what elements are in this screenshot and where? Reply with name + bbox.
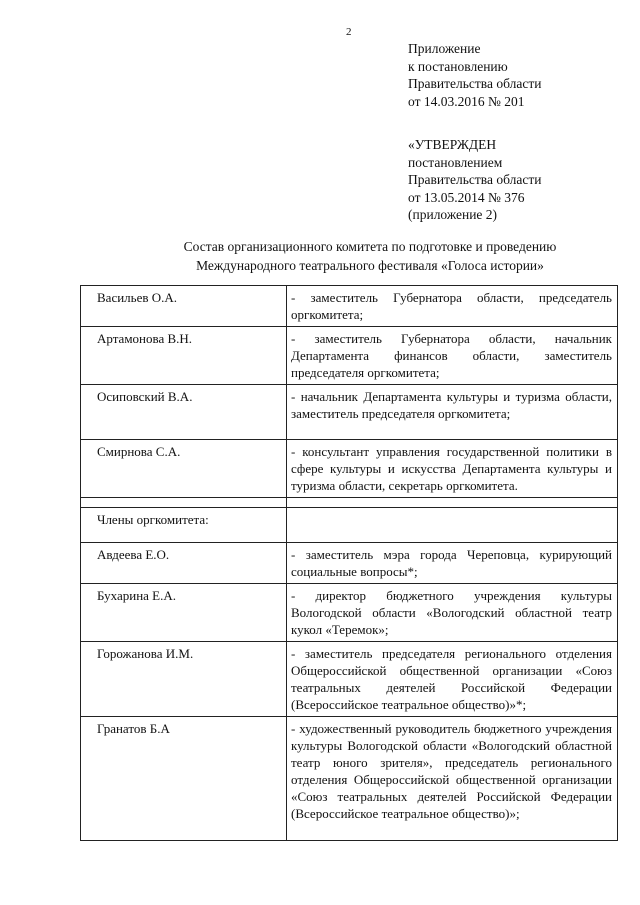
member-role: - консультант управления государственной политики в сфере культуры и искусства Департамента культуры и туризма области, секретарь оргкомитета. [287,440,618,498]
approved-line: (приложение 2) [408,207,498,222]
empty-cell [287,508,618,543]
member-role: - заместитель председателя регионального отделения Общероссийской общественной организации «Союз театральных деятелей Российской Федерации (Всероссийское театральное общество)»*; [287,642,618,717]
appendix-line: к постановлению [408,58,508,74]
committee-table [80,285,618,841]
member-name: Бухарина Е.А. [81,584,287,642]
member-name: Горожанова И.М. [81,642,287,717]
appendix-line: Приложение [408,41,481,56]
appendix-line: от 14.03.2016 № 201 [408,93,525,109]
spacer-cell [287,498,618,508]
title-line: Состав организационного комитета по подготовке и проведению [183,239,557,254]
document-title [90,237,640,275]
table-row [81,717,618,841]
table-row [81,286,618,327]
members-heading: Члены оргкомитета: [81,508,287,543]
approved-line: «УТВЕРЖДЕН [408,137,497,152]
member-role: - заместитель мэра города Череповца, курирующий социальные вопросы*; [287,543,618,584]
member-name: Артамонова В.Н. [81,327,287,385]
approved-line: Правительства области [408,172,542,187]
table-row [81,543,618,584]
member-role: - заместитель Губернатора области, председатель оргкомитета; [287,286,618,327]
page-number: 2 [346,26,352,38]
table-row [81,440,618,498]
member-name: Гранатов Б.А [81,717,287,841]
member-role: - директор бюджетного учреждения культуры Вологодской области «Вологодский областной театр кукол «Теремок»; [287,584,618,642]
member-role: - заместитель Губернатора области, начальник Департамента финансов области, заместитель председателя оргкомитета; [287,327,618,385]
spacer-cell [81,498,287,508]
appendix-block [408,40,633,110]
member-role: - начальник Департамента культуры и туризма области, заместитель председателя оргкомитета; [287,385,618,440]
table-spacer-row [81,498,618,508]
member-name: Осиповский В.А. [81,385,287,440]
table-row [81,327,618,385]
table-row [81,642,618,717]
approved-line: постановлением [408,154,503,170]
member-name: Васильев О.А. [81,286,287,327]
table-row [81,584,618,642]
table-row [81,385,618,440]
appendix-line: Правительства области [408,76,542,91]
member-name: Авдеева Е.О. [81,543,287,584]
member-role: - художественный руководитель бюджетного учреждения культуры Вологодской области «Вологодский областной театр юного зрителя», председатель регионального отделения Общероссийской общественной организации «Союз театральных деятелей Российской Федерации (Всероссийское театральное общество)»; [287,717,618,841]
approved-line: от 13.05.2014 № 376 [408,189,525,205]
member-name: Смирнова С.А. [81,440,287,498]
table-row [81,508,618,543]
approved-block [408,136,633,224]
title-line: Международного театрального фестиваля «Голоса истории» [196,258,544,273]
